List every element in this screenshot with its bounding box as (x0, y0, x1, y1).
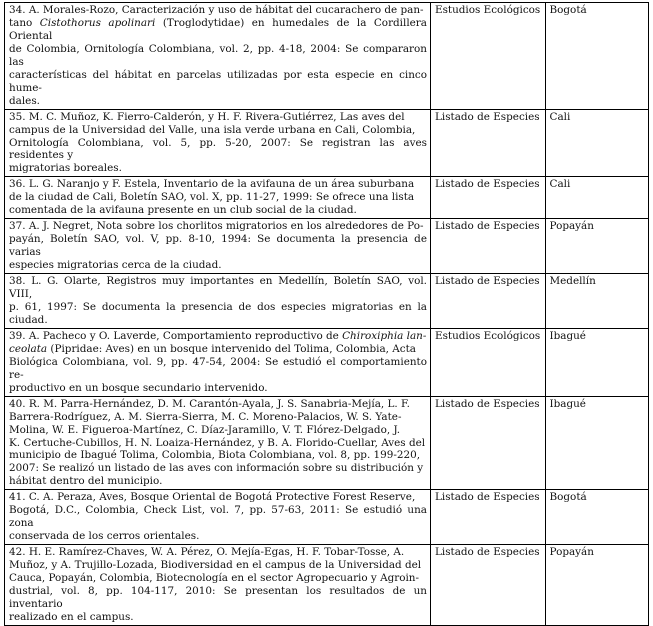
reference-line: 42. H. E. Ramírez-Chaves, W. A. Pérez, O. Mejía-Egas, H. F. Tobar-Tosse, A. (9, 546, 405, 559)
reference-line: 40. R. M. Parra-Hernández, D. M. Carantón-Ayala, J. S. Sanabria-Mejía, L. F. (9, 397, 410, 410)
city-cell: Bogotá (545, 3, 648, 110)
reference-line: conservada de los cerros orientales. (9, 530, 200, 543)
reference-line: de Colombia, Ornitología Colombiana, vol. 2, pp. 4-18, 2004: Se compararon las (9, 42, 427, 68)
reference-cell (5, 177, 431, 219)
reference-line: Barrera-Rodríguez, A. M. Sierra-Sierra, M. C. Moreno-Palacios, W. S. Yate- (9, 410, 402, 423)
city-cell: Bogotá (545, 490, 648, 545)
study-type-cell: Listado de Especies (430, 396, 545, 490)
table-row (5, 219, 649, 274)
reference-line: 38. L. G. Olarte, Registros muy importantes en Medellín, Boletín SAO, vol. VIII, (9, 275, 427, 301)
references-table (4, 2, 649, 626)
reference-line: migratorias boreales. (9, 162, 122, 175)
city-cell: Medellín (545, 274, 648, 329)
reference-line: realizado en el campus. (9, 610, 134, 623)
document-page (4, 2, 649, 626)
study-type-cell: Estudios Ecológicos (430, 328, 545, 396)
table-row (5, 109, 649, 177)
reference-line: ceolata (Pipridae: Aves) en un bosque intervenido del Tolima, Colombia, Acta (9, 342, 416, 355)
reference-line: 2007: Se realizó un listado de las aves con información sobre su distribución y (9, 462, 424, 475)
study-type-cell: Listado de Especies (430, 274, 545, 329)
table-row (5, 177, 649, 219)
city-cell: Popayán (545, 545, 648, 626)
reference-line: especies migratorias cerca de la ciudad. (9, 259, 222, 272)
reference-cell (5, 396, 431, 490)
reference-cell (5, 545, 431, 626)
reference-line: de la ciudad de Cali, Boletín SAO, vol. X, pp. 11-27, 1999: Se ofrece una lista (9, 191, 415, 204)
table-row (5, 545, 649, 626)
reference-line: 35. M. C. Muñoz, K. Fierro-Calderón, y H. F. Rivera-Gutiérrez, Las aves del (9, 110, 405, 123)
reference-cell (5, 109, 431, 177)
table-row (5, 274, 649, 329)
table-row (5, 3, 649, 110)
reference-cell (5, 490, 431, 545)
table-row (5, 396, 649, 490)
reference-cell (5, 274, 431, 329)
reference-line: 41. C. A. Peraza, Aves, Bosque Oriental de Bogotá Protective Forest Reserve, (9, 491, 416, 504)
reference-line: tano Cistothorus apolinari (Troglodytidae) en humedales de la Cordillera Oriental (9, 16, 427, 42)
reference-line: Cauca, Popayán, Colombia, Biotecnología en el sector Agropecuario y Agroin- (9, 572, 419, 585)
study-type-cell: Estudios Ecológicos (430, 3, 545, 110)
reference-line: campus de la Universidad del Valle, una isla verde urbana en Cali, Colombia, (9, 123, 416, 136)
reference-line: dales. (9, 94, 40, 107)
references-table-body (5, 3, 649, 626)
reference-line: dustrial, vol. 8, pp. 104-117, 2010: Se presentan los resultados de un inventario (9, 584, 427, 610)
reference-line: p. 61, 1997: Se documenta la presencia de dos especies migratorias en la ciudad. (9, 300, 427, 326)
reference-line: 34. A. Morales-Rozo, Caracterización y uso de hábitat del cucarachero de pan- (9, 4, 424, 16)
city-cell: Ibagué (545, 328, 648, 396)
study-type-cell: Listado de Especies (430, 490, 545, 545)
reference-cell (5, 328, 431, 396)
reference-line: Bogotá, D.C., Colombia, Check List, vol. 7, pp. 57-63, 2011: Se estudió una zona (9, 504, 427, 530)
reference-line: K. Certuche-Cubillos, H. N. Loaiza-Hernández, y B. A. Florido-Cuellar, Aves del (9, 436, 426, 449)
reference-line: payán, Boletín SAO, vol. V, pp. 8-10, 1994: Se documenta la presencia de varias (9, 233, 427, 259)
reference-line: productivo en un bosque secundario intervenido. (9, 381, 268, 394)
table-row (5, 328, 649, 396)
reference-line: 36. L. G. Naranjo y F. Estela, Inventario de la avifauna de un área suburbana (9, 178, 415, 191)
reference-line: 37. A. J. Negret, Nota sobre los chorlitos migratorios en los alrededores de Po- (9, 220, 424, 233)
study-type-cell: Listado de Especies (430, 545, 545, 626)
city-cell: Cali (545, 177, 648, 219)
reference-cell (5, 3, 431, 110)
reference-cell (5, 219, 431, 274)
reference-line: municipio de Ibagué Tolima, Colombia, Biota Colombiana, vol. 8, pp. 199-220, (9, 449, 421, 462)
reference-line: Muñoz, y A. Trujillo-Lozada, Biodiversidad en el campus de la Universidad del (9, 559, 422, 572)
study-type-cell: Listado de Especies (430, 219, 545, 274)
city-cell: Ibagué (545, 396, 648, 490)
reference-line: Ornitología Colombiana, vol. 5, pp. 5-20, 2007: Se registran las aves residentes y (9, 136, 427, 162)
study-type-cell: Listado de Especies (430, 109, 545, 177)
reference-line: 39. A. Pacheco y O. Laverde, Comportamiento reproductivo de Chiroxiphia lan- (9, 329, 427, 342)
reference-line: Biológica Colombiana, vol. 9, pp. 47-54, 2004: Se estudió el comportamiento re- (9, 355, 427, 381)
reference-line: Molina, W. E. Figueroa-Martínez, C. Díaz-Jaramillo, V. T. Flórez-Delgado, J. (9, 423, 401, 436)
city-cell: Cali (545, 109, 648, 177)
city-cell: Popayán (545, 219, 648, 274)
reference-line: características del hábitat en parcelas utilizadas por esta especie en cinco hume- (9, 68, 427, 94)
reference-line: comentada de la avifauna presente en un club social de la ciudad. (9, 204, 357, 217)
study-type-cell: Listado de Especies (430, 177, 545, 219)
reference-line: hábitat dentro del municipio. (9, 475, 163, 488)
table-row (5, 490, 649, 545)
